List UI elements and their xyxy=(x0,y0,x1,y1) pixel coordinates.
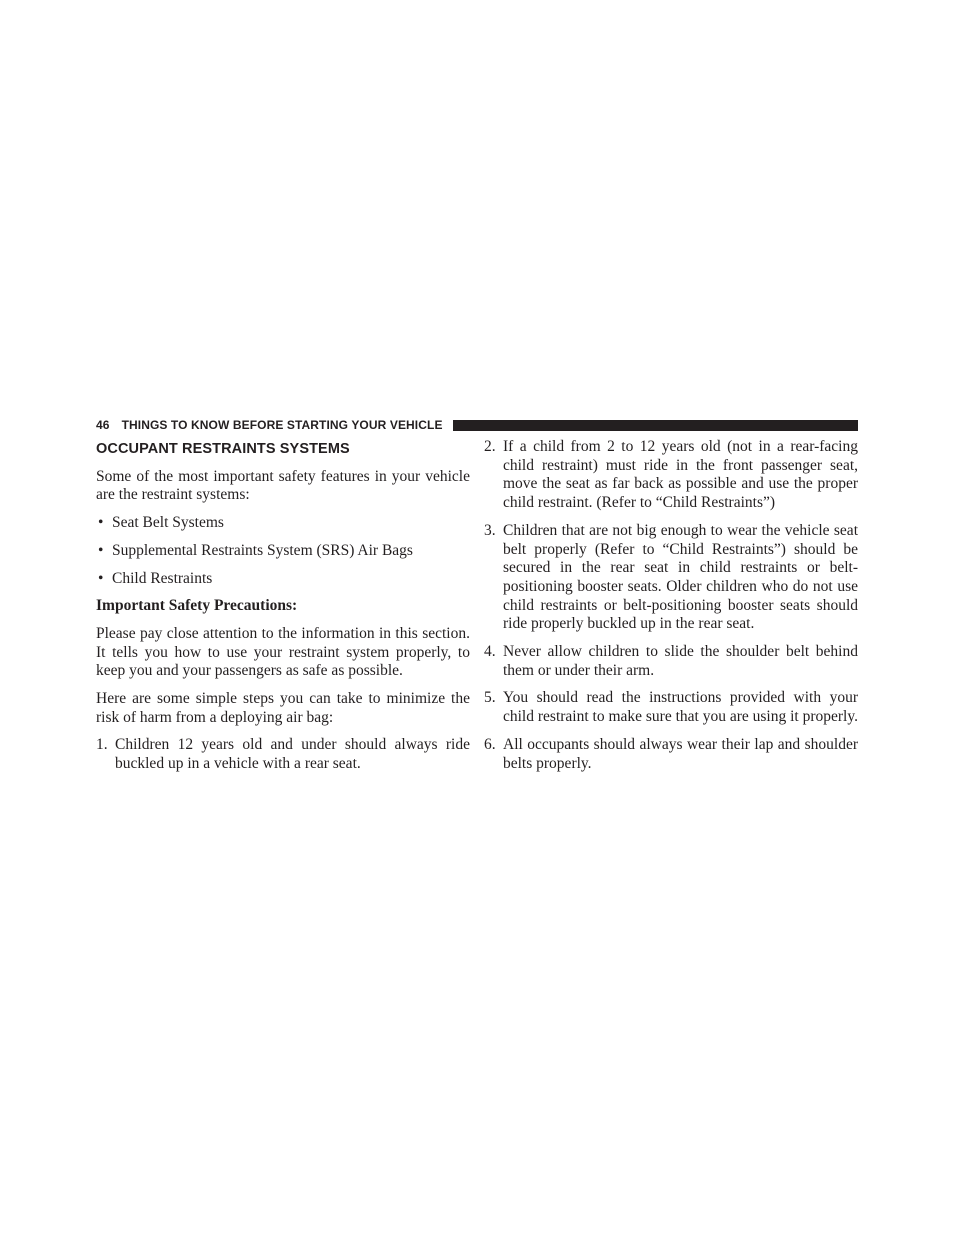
step-text: You should read the instructions provided with your child restraint to make sure that you are using it properly. xyxy=(503,689,858,726)
step-item xyxy=(96,736,470,773)
precautions-paragraph: Please pay close attention to the information in this section. It tells you how to use your restraint system properly, to keep you and your passengers as safe as possible. xyxy=(96,624,470,680)
bullet-icon: • xyxy=(98,541,104,559)
step-number: 6. xyxy=(484,735,496,753)
intro-paragraph: Some of the most important safety features in your vehicle are the restraint systems: xyxy=(96,467,470,504)
header-text xyxy=(96,418,443,432)
step-item xyxy=(484,438,858,513)
bullet-icon: • xyxy=(98,514,104,532)
step-text: If a child from 2 to 12 years old (not in a rear-facing child restraint) must ride in the front passenger seat, move the seat as far back as possible and use the proper child restraint. (Refer to “Child Restraints”) xyxy=(503,438,858,512)
header-rule-bar xyxy=(453,420,858,431)
list-item-text: Child Restraints xyxy=(112,569,213,587)
list-item xyxy=(96,542,470,561)
list-item xyxy=(96,570,470,589)
step-number: 4. xyxy=(484,643,496,661)
step-item xyxy=(484,522,858,634)
step-text: All occupants should always wear their lap and shoulder belts properly. xyxy=(503,735,858,772)
safety-steps-list-right xyxy=(484,438,858,773)
steps-intro-paragraph: Here are some simple steps you can take to minimize the risk of harm from a deploying air bag: xyxy=(96,690,470,726)
step-number: 5. xyxy=(484,689,496,707)
step-text: Never allow children to slide the shoulder belt behind them or under their arm. xyxy=(503,643,858,679)
step-number: 1. xyxy=(96,736,108,754)
step-number: 3. xyxy=(484,521,496,539)
step-number: 2. xyxy=(484,438,496,455)
bullet-icon: • xyxy=(98,569,104,587)
step-text: Children that are not big enough to wear the vehicle seat belt properly (Refer to “Child Restraints”) should be secured in the rear seat in child restraints or belt-positioning booster seats. Older children who do not use child restraints or belt-positioning booster seats should ride properly buckled up in the rear seat. xyxy=(503,521,858,633)
step-item xyxy=(484,736,858,773)
right-column xyxy=(484,438,858,782)
precautions-heading: Important Safety Precautions: xyxy=(96,597,298,615)
step-item xyxy=(484,643,858,680)
step-text: Children 12 years old and under should always ride buckled up in a vehicle with a rear seat. xyxy=(115,736,470,773)
list-item-text: Supplemental Restraints System (SRS) Air Bags xyxy=(112,541,413,559)
step-item xyxy=(484,689,858,726)
list-item xyxy=(96,514,470,533)
page-header xyxy=(96,417,858,433)
left-column xyxy=(96,438,470,783)
safety-steps-list-left xyxy=(96,736,470,773)
list-item-text: Seat Belt Systems xyxy=(112,514,224,532)
page-number: 46 xyxy=(96,418,110,432)
header-section-title: THINGS TO KNOW BEFORE STARTING YOUR VEHICLE xyxy=(121,418,443,432)
section-title: OCCUPANT RESTRAINTS SYSTEMS xyxy=(96,441,350,457)
restraint-systems-list xyxy=(96,514,470,588)
